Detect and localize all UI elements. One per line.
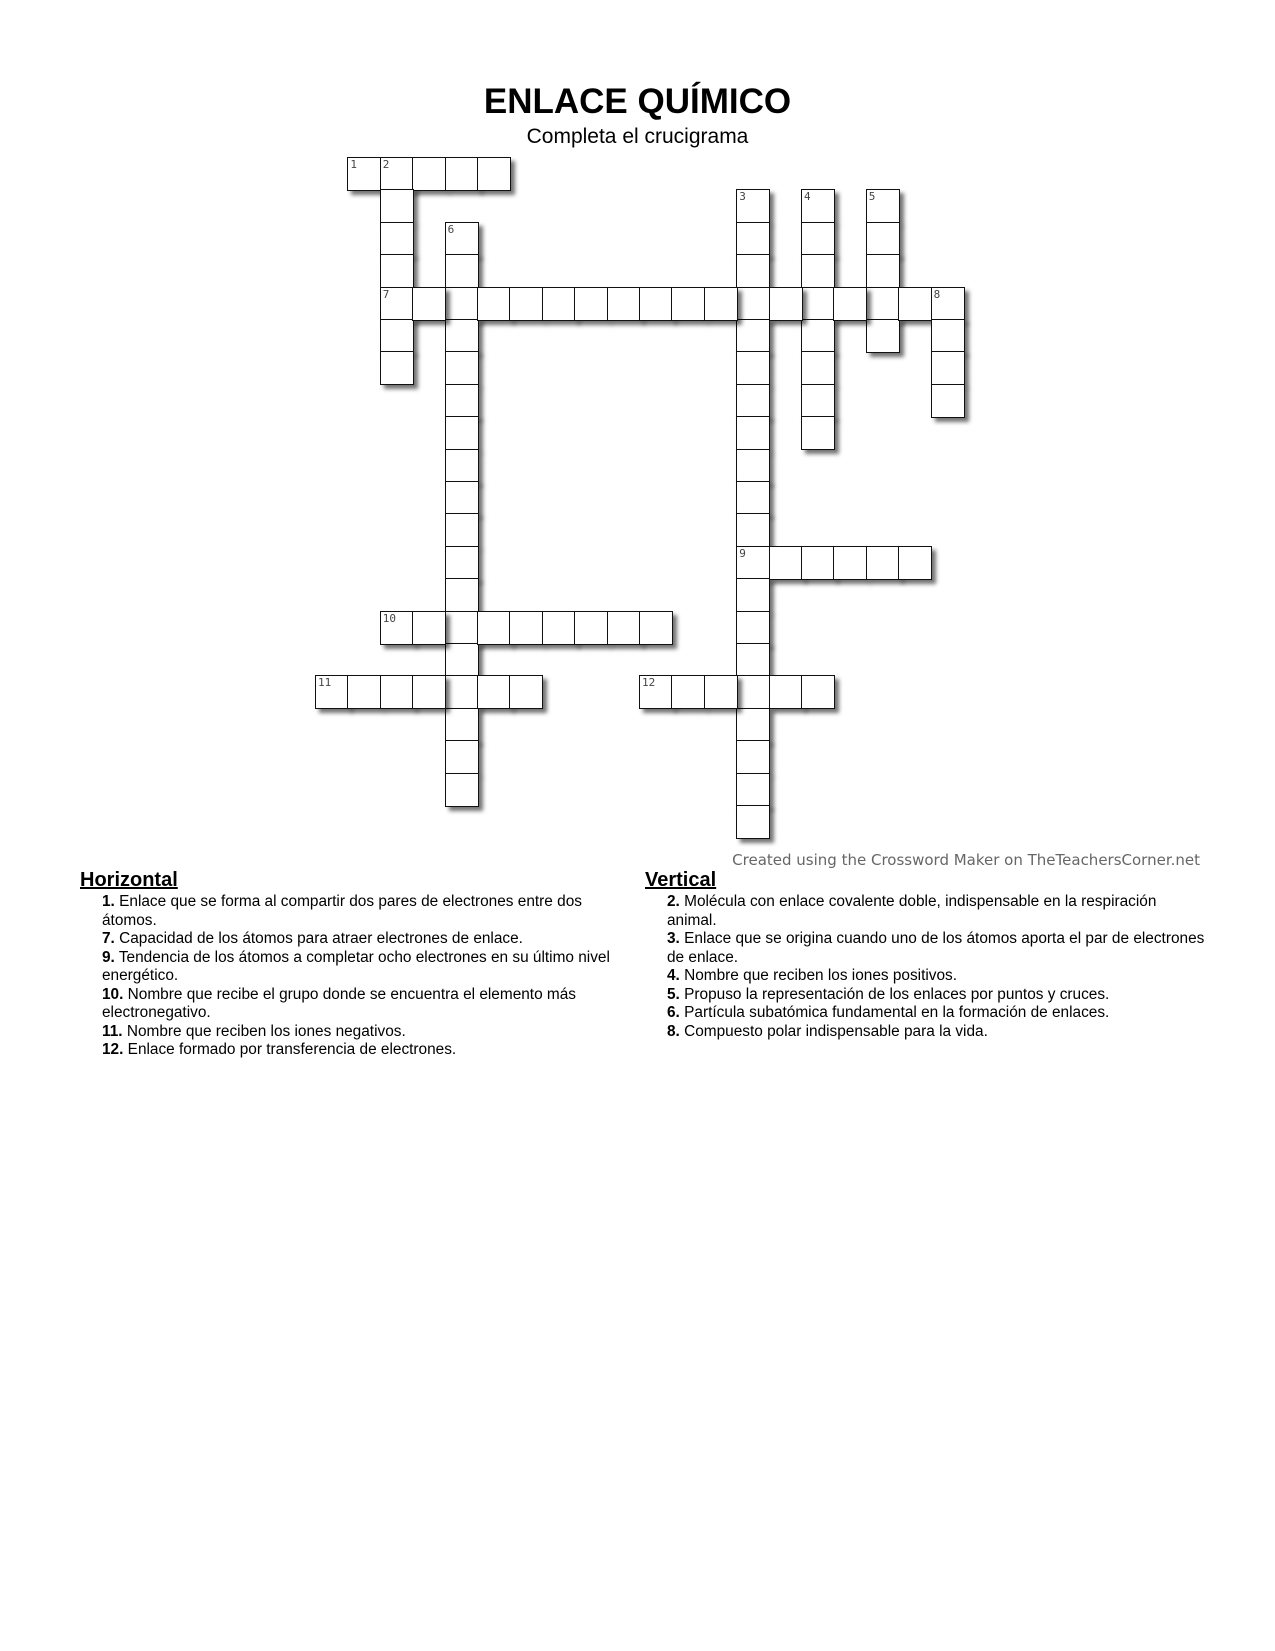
clue-item: [645, 893, 1205, 930]
crossword-cell[interactable]: [412, 675, 446, 709]
crossword-cell[interactable]: [445, 578, 479, 612]
down-heading: Vertical: [645, 869, 717, 891]
clue-item-text: Partícula subatómica fundamental en la formación de enlaces.: [679, 1004, 1110, 1021]
crossword-cell[interactable]: [445, 384, 479, 418]
crossword-cell[interactable]: [866, 222, 900, 256]
crossword-cell[interactable]: [866, 189, 900, 223]
crossword-cell[interactable]: [445, 416, 479, 450]
crossword-cell[interactable]: [736, 643, 770, 677]
crossword-cell[interactable]: [445, 319, 479, 353]
crossword-cell[interactable]: [931, 287, 965, 321]
clue-item: [80, 893, 620, 930]
crossword-cell[interactable]: [380, 222, 414, 256]
crossword-cell[interactable]: [671, 675, 705, 709]
clue-item: [645, 1023, 1205, 1042]
crossword-cell[interactable]: [412, 611, 446, 645]
clue-number: 3: [739, 190, 746, 204]
clue-number: 4: [804, 190, 811, 204]
clue-item-number: 3.: [667, 930, 680, 947]
crossword-cell[interactable]: [736, 708, 770, 742]
crossword-cell[interactable]: [801, 222, 835, 256]
crossword-cell[interactable]: [736, 578, 770, 612]
clue-item: [645, 930, 1205, 967]
crossword-cell[interactable]: [736, 351, 770, 385]
crossword-cell[interactable]: [866, 546, 900, 580]
crossword-cell[interactable]: [445, 708, 479, 742]
crossword-cell[interactable]: [574, 611, 608, 645]
crossword-cell[interactable]: [445, 740, 479, 774]
crossword-cell[interactable]: [445, 611, 479, 645]
crossword-cell[interactable]: [898, 287, 932, 321]
crossword-cell[interactable]: [801, 189, 835, 223]
crossword-cell[interactable]: [801, 675, 835, 709]
crossword-cell[interactable]: [931, 384, 965, 418]
crossword-cell[interactable]: [736, 546, 770, 580]
crossword-cell[interactable]: [639, 287, 673, 321]
crossword-cell[interactable]: [736, 481, 770, 515]
clue-item-number: 5.: [667, 985, 680, 1003]
clue-item-number: 12.: [102, 1041, 124, 1058]
crossword-cell[interactable]: [801, 384, 835, 418]
clue-item-text: Tendencia de los átomos a completar ocho electrones en su último nivel energético.: [102, 948, 610, 984]
crossword-cell[interactable]: [315, 675, 349, 709]
clue-number: 9: [739, 546, 746, 560]
across-heading: Horizontal: [80, 869, 178, 891]
crossword-cell[interactable]: [931, 319, 965, 353]
clue-item-text: Enlace formado por transferencia de electrones.: [123, 1041, 457, 1058]
clue-item-text: Nombre que reciben los iones negativos.: [122, 1022, 406, 1040]
crossword-cell[interactable]: [445, 675, 479, 709]
clue-number: 7: [382, 287, 390, 301]
page-subtitle: Completa el crucigrama: [526, 125, 749, 148]
crossword-cell[interactable]: [736, 675, 770, 709]
clue-item-number: 10.: [102, 985, 124, 1003]
crossword-cell[interactable]: [445, 254, 479, 288]
clue-item: [645, 1004, 1205, 1023]
crossword-cell[interactable]: [671, 287, 705, 321]
clue-item-text: Capacidad de los átomos para atraer electrones de enlace.: [114, 930, 523, 947]
clue-item-number: 4.: [667, 967, 680, 984]
clue-item-number: 1.: [102, 893, 115, 910]
crossword-cell[interactable]: [380, 611, 414, 645]
crossword-cell[interactable]: [866, 287, 900, 321]
crossword-cell[interactable]: [736, 611, 770, 645]
crossword-cell[interactable]: [380, 189, 414, 223]
clue-item-number: 11.: [102, 1022, 123, 1040]
crossword-cell[interactable]: [736, 254, 770, 288]
crossword-cell[interactable]: [736, 222, 770, 256]
clue-item-text: Enlace que se forma al compartir dos pares de electrones entre dos átomos.: [102, 893, 582, 929]
crossword-cell[interactable]: [607, 611, 641, 645]
down-clues: [645, 868, 1205, 1041]
clue-item-text: Enlace que se origina cuando uno de los átomos aporta el par de electrones de enlace.: [667, 930, 1205, 966]
crossword-cell[interactable]: [477, 675, 511, 709]
clue-item-number: 6.: [667, 1004, 680, 1021]
crossword-cell[interactable]: [736, 287, 770, 321]
clue-item: [645, 967, 1205, 986]
crossword-cell[interactable]: [607, 287, 641, 321]
crossword-cell[interactable]: [445, 351, 479, 385]
crossword-cell[interactable]: [736, 449, 770, 483]
clue-number: 1: [350, 158, 358, 171]
crossword-cell[interactable]: [736, 773, 770, 807]
clue-number: 6: [447, 222, 455, 236]
crossword-cell[interactable]: [704, 675, 738, 709]
crossword-cell[interactable]: [380, 254, 414, 288]
crossword-cell[interactable]: [801, 351, 835, 385]
crossword-cell[interactable]: [509, 675, 543, 709]
clue-number: 5: [868, 190, 876, 204]
crossword-cell[interactable]: [380, 287, 414, 321]
crossword-cell[interactable]: [380, 319, 414, 353]
crossword-cell[interactable]: [542, 611, 576, 645]
clue-item-text: Molécula con enlace covalente doble, indispensable en la respiración animal.: [667, 893, 1157, 929]
clue-number: 12: [642, 676, 656, 690]
page-title: ENLACE QUÍMICO: [483, 82, 792, 121]
clue-item-number: 7.: [102, 930, 115, 947]
clue-item: [80, 949, 620, 986]
clue-item: [80, 986, 620, 1023]
across-clues: [80, 868, 620, 1060]
clue-number: 11: [318, 676, 332, 690]
crossword-cell[interactable]: [509, 287, 543, 321]
clue-item: [645, 986, 1205, 1005]
crossword-cell[interactable]: [445, 546, 479, 580]
crossword-cell[interactable]: [801, 319, 835, 353]
clue-item-text: Nombre que reciben los iones positivos.: [679, 967, 958, 984]
clue-number: 2: [382, 158, 390, 171]
crossword-cell[interactable]: [445, 513, 479, 547]
clue-number: 8: [933, 287, 941, 301]
crossword-cell[interactable]: [347, 157, 381, 191]
crossword-cell[interactable]: [445, 287, 479, 321]
crossword-cell[interactable]: [736, 384, 770, 418]
clue-item-text: Nombre que recibe el grupo donde se encuentra el elemento más electronegativo.: [102, 985, 576, 1021]
crossword-cell[interactable]: [542, 287, 576, 321]
credit-line: Created using the Crossword Maker on TheTeachersCorner.net: [732, 851, 1200, 869]
clue-item-text: Propuso la representación de los enlaces por puntos y cruces.: [679, 985, 1110, 1003]
clue-item-number: 9.: [102, 948, 115, 966]
crossword-cell[interactable]: [833, 287, 867, 321]
crossword-cell[interactable]: [445, 773, 479, 807]
crossword-cell[interactable]: [736, 416, 770, 450]
crossword-cell[interactable]: [380, 351, 414, 385]
clue-item: [80, 1023, 620, 1042]
crossword-cell[interactable]: [736, 189, 770, 223]
crossword-cell[interactable]: [931, 351, 965, 385]
crossword-cell[interactable]: [477, 611, 511, 645]
crossword-cell[interactable]: [380, 675, 414, 709]
clue-item-number: 8.: [667, 1022, 680, 1040]
crossword-cell[interactable]: [477, 287, 511, 321]
crossword-cell[interactable]: [801, 416, 835, 450]
clue-number: 10: [382, 611, 397, 625]
crossword-cell[interactable]: [769, 546, 803, 580]
crossword-cell[interactable]: [769, 675, 803, 709]
crossword-cell[interactable]: [639, 675, 673, 709]
crossword-cell[interactable]: [801, 546, 835, 580]
clue-item-number: 2.: [667, 893, 680, 910]
crossword-cell[interactable]: [445, 222, 479, 256]
crossword-cell[interactable]: [769, 287, 803, 321]
crossword-cell[interactable]: [801, 254, 835, 288]
crossword-cell[interactable]: [736, 740, 770, 774]
crossword-cell[interactable]: [801, 287, 835, 321]
crossword-cell[interactable]: [833, 546, 867, 580]
crossword-cell[interactable]: [412, 287, 446, 321]
crossword-cell[interactable]: [412, 157, 446, 191]
crossword-cell[interactable]: [704, 287, 738, 321]
crossword-cell[interactable]: [445, 481, 479, 515]
crossword-cell[interactable]: [574, 287, 608, 321]
crossword-cell[interactable]: [898, 546, 932, 580]
crossword-cell[interactable]: [639, 611, 673, 645]
crossword-cell[interactable]: [347, 675, 381, 709]
crossword-cell[interactable]: [509, 611, 543, 645]
crossword-cell[interactable]: [445, 449, 479, 483]
clue-item: [80, 930, 620, 949]
crossword-cell[interactable]: [445, 157, 479, 191]
crossword-cell[interactable]: [736, 319, 770, 353]
crossword-cell[interactable]: [380, 157, 414, 191]
crossword-cell[interactable]: [866, 254, 900, 288]
crossword-cell[interactable]: [866, 319, 900, 353]
crossword-cell[interactable]: [477, 157, 511, 191]
clue-item: [80, 1041, 620, 1060]
crossword-cell[interactable]: [736, 513, 770, 547]
crossword-cell[interactable]: [445, 643, 479, 677]
clue-item-text: Compuesto polar indispensable para la vida.: [679, 1022, 988, 1040]
crossword-cell[interactable]: [736, 805, 770, 839]
